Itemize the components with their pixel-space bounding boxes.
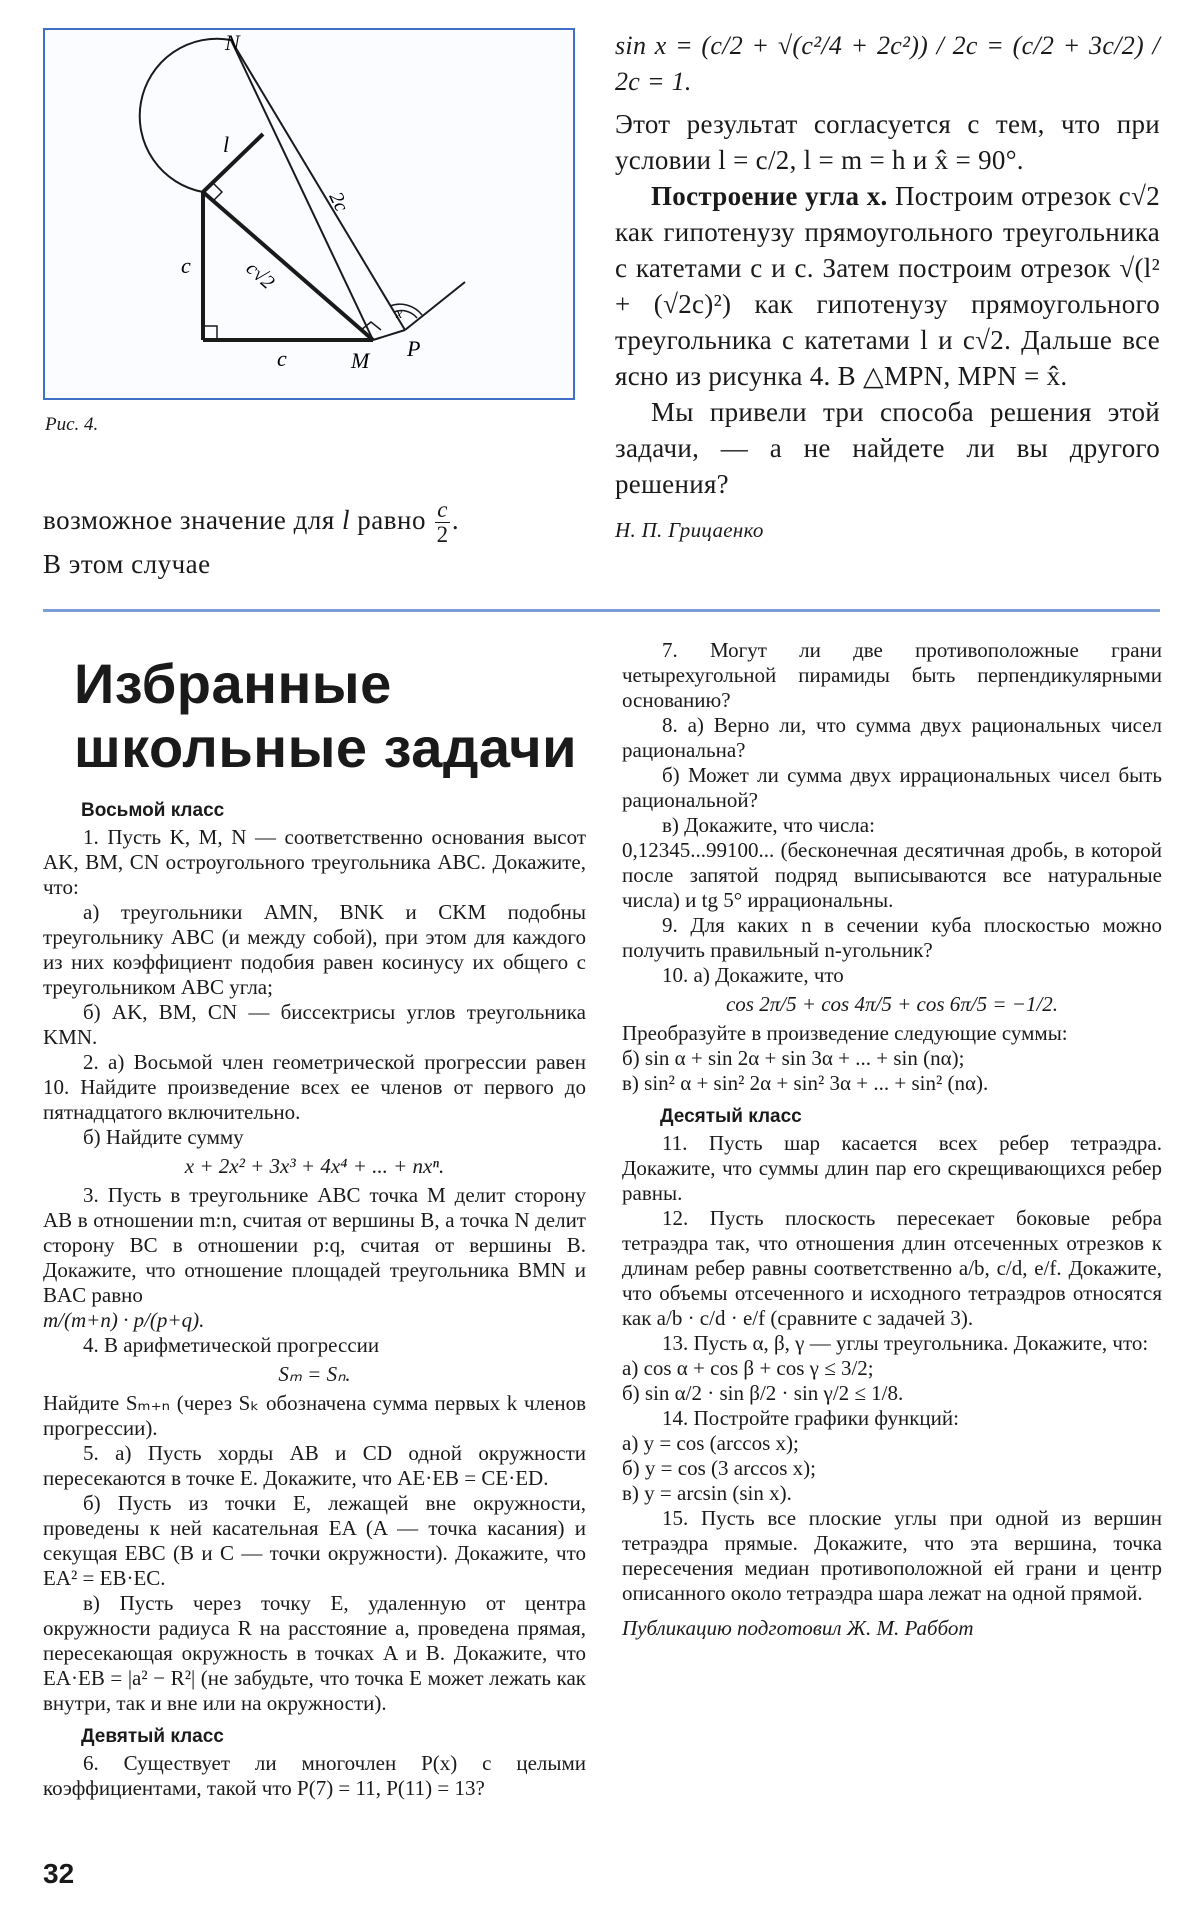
problem-2a: 2. а) Восьмой член геометрической прогрессии равен 10. Найдите произведение всех ее членов от первого до пятнадцатого включительно. xyxy=(43,1050,586,1124)
top-left-line2: В этом случае xyxy=(43,549,211,580)
label-P: P xyxy=(407,336,421,361)
problem-1: 1. Пусть K, M, N — соответственно основания высот AK, BM, CN остроугольного треугольника ABC. Докажите, что: xyxy=(43,825,586,899)
left-column xyxy=(43,790,586,1801)
problem-6: 6. Существует ли многочлен P(x) с целыми коэффициентами, такой что P(7) = 11, P(11) = 13? xyxy=(43,1751,586,1800)
label-M: M xyxy=(351,348,370,373)
label-x: x xyxy=(396,307,403,322)
problem-10-formula: cos 2π/5 + cos 4π/5 + cos 6π/5 = −1/2. xyxy=(725,992,1059,1016)
label-2c: 2c xyxy=(324,188,353,216)
problem-15: 15. Пусть все плоские углы при одной из вершин тетраэдра прямые. Докажите, что эта вершина, точка пересечения медиан противоположной ей грани и центр описанного около тетраэдра шара лежат на одной прямой. xyxy=(622,1506,1162,1605)
paragraph-result: Этот результат согласуется с тем, что при условии l = c/2, l = m = h и x̂ = 90°. xyxy=(615,109,1160,175)
problem-2b: б) Найдите сумму xyxy=(83,1125,244,1149)
label-N: N xyxy=(225,30,240,55)
problem-14: 14. Постройте графики функций: xyxy=(662,1406,959,1430)
problem-1a: а) треугольники AMN, BNK и CKM подобны треугольнику ABC (и между собой), при этом для каждого из них коэффициент подобия равен косинусу их общего с треугольником ABC угла; xyxy=(43,900,586,999)
top-right-column xyxy=(615,28,1160,548)
problem-10b1: б) sin α + sin 2α + sin 3α + ... + sin (nα); xyxy=(622,1046,965,1070)
ray-from-P xyxy=(405,282,465,330)
problem-7: 7. Могут ли две противоположные грани четырехугольной пирамиды быть перпендикулярными основанию? xyxy=(622,638,1162,712)
problem-14a: а) y = cos (arccos x); xyxy=(622,1431,799,1455)
author-signature: Н. П. Грицаенко xyxy=(615,518,764,542)
problem-4b: Найдите Sₘ₊ₙ (через Sₖ обозначена сумма первых k членов прогрессии). xyxy=(43,1391,586,1440)
heading-grade-9: Девятый класс xyxy=(81,1726,224,1747)
problem-3-formula: m/(m+n) · p/(p+q). xyxy=(43,1308,205,1332)
label-c-sqrt2: c√2 xyxy=(241,257,279,294)
problem-14b: б) y = cos (3 arccos x); xyxy=(622,1456,816,1480)
problem-5b: б) Пусть из точки E, лежащей вне окружности, проведены к ней касательная EA (A — точка касания) и секущая EBC (B и C — точки окружности). Докажите, что EA² = EB·EC. xyxy=(43,1491,586,1590)
page-number: 32 xyxy=(43,1858,75,1889)
problem-13: 13. Пусть α, β, γ — углы треугольника. Докажите, что: xyxy=(662,1331,1149,1355)
segment-NM xyxy=(231,40,373,340)
problem-3: 3. Пусть в треугольнике ABC точка M делит сторону AB в отношении m:n, считая от вершины B, а точка N делит сторону BC в отношении p:q, считая от вершины B. Докажите, что отношение площадей треугольника BMN и BAC равно xyxy=(43,1183,586,1307)
heading-grade-10: Десятый класс xyxy=(660,1106,802,1127)
right-angle-mark-bottom xyxy=(203,326,217,340)
right-column xyxy=(622,638,1162,1641)
right-angle-mark-l xyxy=(213,183,222,201)
label-l: l xyxy=(223,132,230,157)
fraction-c-over-2: $\frac{c}{2}$ xyxy=(436,497,449,548)
section-divider xyxy=(43,609,1160,612)
problem-10b2: в) sin² α + sin² 2α + sin² 3α + ... + sin² (nα). xyxy=(622,1071,989,1095)
section-title: Избранные школьные задачи xyxy=(74,652,578,779)
problem-5a: 5. а) Пусть хорды AB и CD одной окружности пересекаются в точке E. Докажите, что AE·EB = CE·ED. xyxy=(43,1441,586,1490)
problem-13a: а) cos α + cos β + cos γ ≤ 3/2; xyxy=(622,1356,874,1380)
problem-1b: б) AK, BM, CN — биссектрисы углов треугольника KMN. xyxy=(43,1000,586,1049)
problem-14c: в) y = arcsin (sin x). xyxy=(622,1481,792,1505)
problem-8c-text: 0,12345...99100... (бесконечная десятичная дробь, в которой после запятой подряд выписываются все натуральные числа) и tg 5° иррациональны. xyxy=(622,838,1162,912)
geometry-diagram xyxy=(45,30,573,398)
top-left-line1: возможное значение для l равно $\frac{c}{2}$ . xyxy=(43,497,460,548)
problem-9: 9. Для каких n в сечении куба плоскостью можно получить правильный n-угольник? xyxy=(622,913,1162,962)
problem-10: 10. а) Докажите, что xyxy=(662,963,844,987)
problem-8c: в) Докажите, что числа: xyxy=(662,813,875,837)
problem-4: 4. В арифметической прогрессии xyxy=(83,1333,380,1357)
segment-MP xyxy=(373,330,405,340)
paragraph-methods: Мы привели три способа решения этой задачи, — а не найдете ли вы другого решения? xyxy=(615,397,1160,499)
heading-grade-8: Восьмой класс xyxy=(81,800,225,821)
label-c-bottom: c xyxy=(277,346,287,371)
problem-5c: в) Пусть через точку E, удаленную от центра окружности радиуса R на расстояние a, проведена прямая, пересекающая окружность в точках A и B. Докажите, что EA·EB = |a² − R²| (не забудьте, что точка E может лежать как внутри, так и вне или на окружности). xyxy=(43,1591,586,1715)
top-left-text xyxy=(43,498,583,581)
problem-8a: 8. а) Верно ли, что сумма двух рациональных чисел рациональна? xyxy=(622,713,1162,762)
figure-caption: Рис. 4. xyxy=(45,414,99,435)
figure-4 xyxy=(43,28,575,400)
problem-4-formula: Sₘ = Sₙ. xyxy=(278,1362,351,1386)
publication-credit: Публикацию подготовил Ж. М. Раббот xyxy=(622,1616,974,1640)
problem-2-formula: x + 2x² + 3x³ + 4x⁴ + ... + nxⁿ. xyxy=(184,1154,445,1178)
segment-c-sqrt2 xyxy=(203,192,373,340)
paragraph-construction: Построение угла x. Построим отрезок c√2 как гипотенузу прямоугольного треугольника с катетами c и c. Затем построим отрезок √(l² + (√2c)²) как гипотенузу прямоугольного треугольника с катетами l и c√2. Дальше все ясно из рисунка 4. В △MPN, MPN = x̂. xyxy=(615,181,1160,391)
problem-10b: Преобразуйте в произведение следующие суммы: xyxy=(622,1021,1068,1045)
problem-8b: б) Может ли сумма двух иррациональных чисел быть рациональной? xyxy=(622,763,1162,812)
sin-x-formula: sin x = (c/2 + √(c²/4 + 2c²)) / 2c = (c/2 + 3c/2) / 2c = 1. xyxy=(615,31,1160,96)
label-c-left: c xyxy=(181,253,191,278)
problem-12: 12. Пусть плоскость пересекает боковые ребра тетраэдра так, что отношения длин отсеченных отрезков к длинам ребер равны соответственно a/b, c/d, e/f. Докажите, что объемы отсеченного и исходного тетраэдров относятся как a/b · c/d · e/f (сравните с задачей 3). xyxy=(622,1206,1162,1330)
problem-11: 11. Пусть шар касается всех ребер тетраэдра. Докажите, что суммы длин пар его скрещивающихся ребер равны. xyxy=(622,1131,1162,1205)
segment-l xyxy=(203,134,263,192)
arc-on-l xyxy=(140,39,231,192)
problem-13b: б) sin α/2 · sin β/2 · sin γ/2 ≤ 1/8. xyxy=(622,1381,904,1405)
